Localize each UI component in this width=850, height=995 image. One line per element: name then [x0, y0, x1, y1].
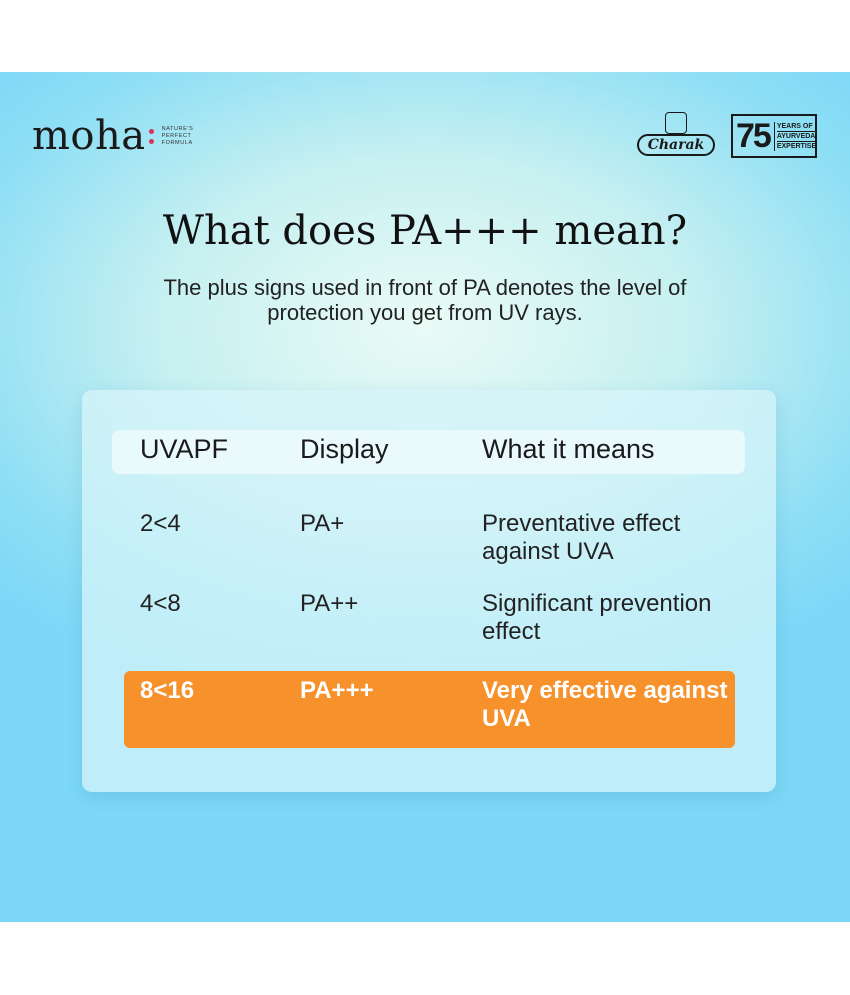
years-text-line: EXPERTISE [776, 142, 817, 150]
header-meaning: What it means [482, 434, 655, 464]
header-uvapf: UVAPF [140, 434, 229, 464]
table-row-highlighted [124, 671, 735, 748]
cell-display: PA+++ [300, 677, 374, 704]
brand-dots-icon [149, 129, 154, 144]
charak-label: Charak [637, 134, 715, 156]
moha-logo [32, 113, 194, 159]
charak-emblem-icon [665, 112, 687, 134]
table-row [112, 588, 745, 652]
brand-name: moha [32, 113, 146, 159]
cell-meaning: Very effective against UVA [482, 677, 728, 732]
infographic-banner [0, 72, 850, 922]
years-text-line: AYURVEDA [776, 132, 816, 140]
header-display: Display [300, 434, 389, 464]
cell-uvapf: 2<4 [140, 510, 181, 537]
charak-logo [637, 112, 719, 158]
years-number: 75 [736, 117, 770, 155]
cell-uvapf: 8<16 [140, 677, 195, 704]
subtitle: The plus signs used in front of PA denotes the level of protection you get from UV rays. [163, 275, 687, 325]
years-text-line: YEARS OF [777, 122, 816, 132]
table-row [112, 508, 745, 572]
table-header [112, 430, 745, 474]
cell-display: PA++ [300, 590, 359, 617]
years-expertise-badge [731, 114, 817, 158]
page-title: What does PA+++ mean? [162, 208, 688, 254]
cell-meaning: Preventative effect against UVA [482, 510, 681, 565]
pa-rating-table [82, 390, 776, 792]
cell-uvapf: 4<8 [140, 590, 181, 617]
cell-meaning: Significant prevention effect [482, 590, 712, 645]
brand-tagline: NATURE'S PERFECT FORMULA [161, 125, 194, 146]
cell-display: PA+ [300, 510, 345, 537]
